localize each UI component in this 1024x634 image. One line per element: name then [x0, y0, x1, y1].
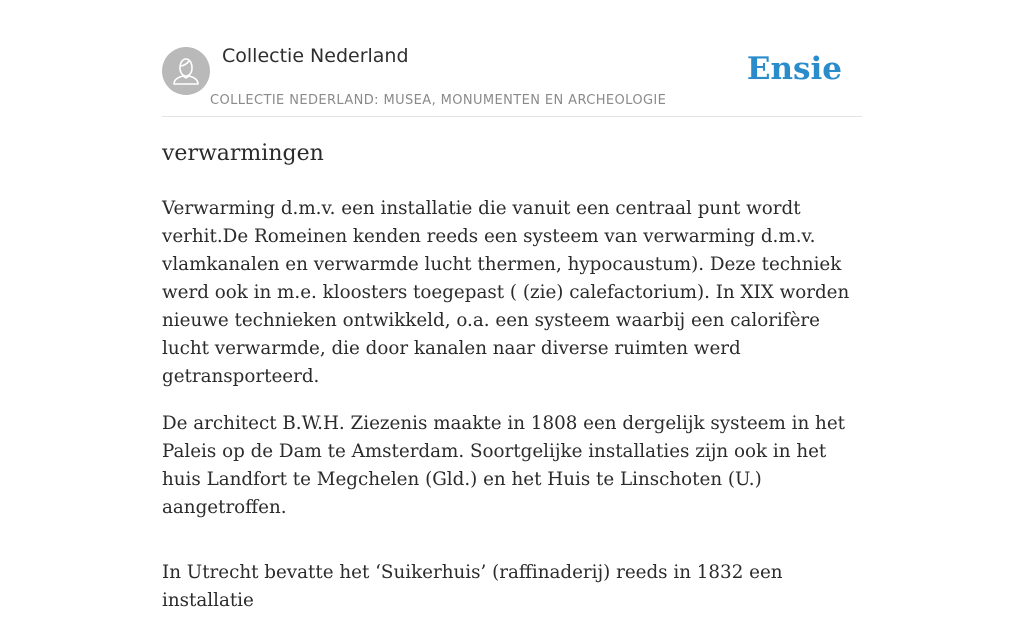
- user-icon: [162, 47, 210, 95]
- author-avatar[interactable]: [162, 47, 210, 95]
- brand-logo[interactable]: Ensie: [746, 51, 842, 87]
- article-paragraph: Verwarming d.m.v. een installatie die vanuit een centraal punt wordt verhit.De Romeinen kenden reeds een systeem van verwarming d.m.v. vlamkanalen en verwarmde lucht thermen, hypocaustum). Deze techniek werd ook in m.e. kloosters toegepast ( (zie) calefactorium). In XIX worden nieuwe technieken ontwikkeld, o.a. een systeem waarbij een calorifère lucht verwarmde, die door kanalen naar diverse ruimten werd getransporteerd.: [162, 198, 850, 387]
- header: [162, 0, 862, 117]
- article-paragraph: De architect B.W.H. Ziezenis maakte in 1808 een dergelijk systeem in het Paleis op de Dam te Amsterdam. Soortgelijke installaties zijn ook in het huis Landfort te Megchelen (Gld.) en het Huis te Linschoten (U.) aangetroffen.: [162, 413, 845, 518]
- category-label[interactable]: COLLECTIE NEDERLAND: MUSEA, MONUMENTEN EN ARCHEOLOGIE: [210, 93, 667, 108]
- article-title: verwarmingen: [162, 141, 324, 166]
- article: [162, 138, 866, 634]
- article-paragraph: In Utrecht bevatte het ‘Suikerhuis’ (raffinaderij) reeds in 1832 een installatie: [162, 562, 783, 611]
- author-name[interactable]: Collectie Nederland: [222, 45, 409, 67]
